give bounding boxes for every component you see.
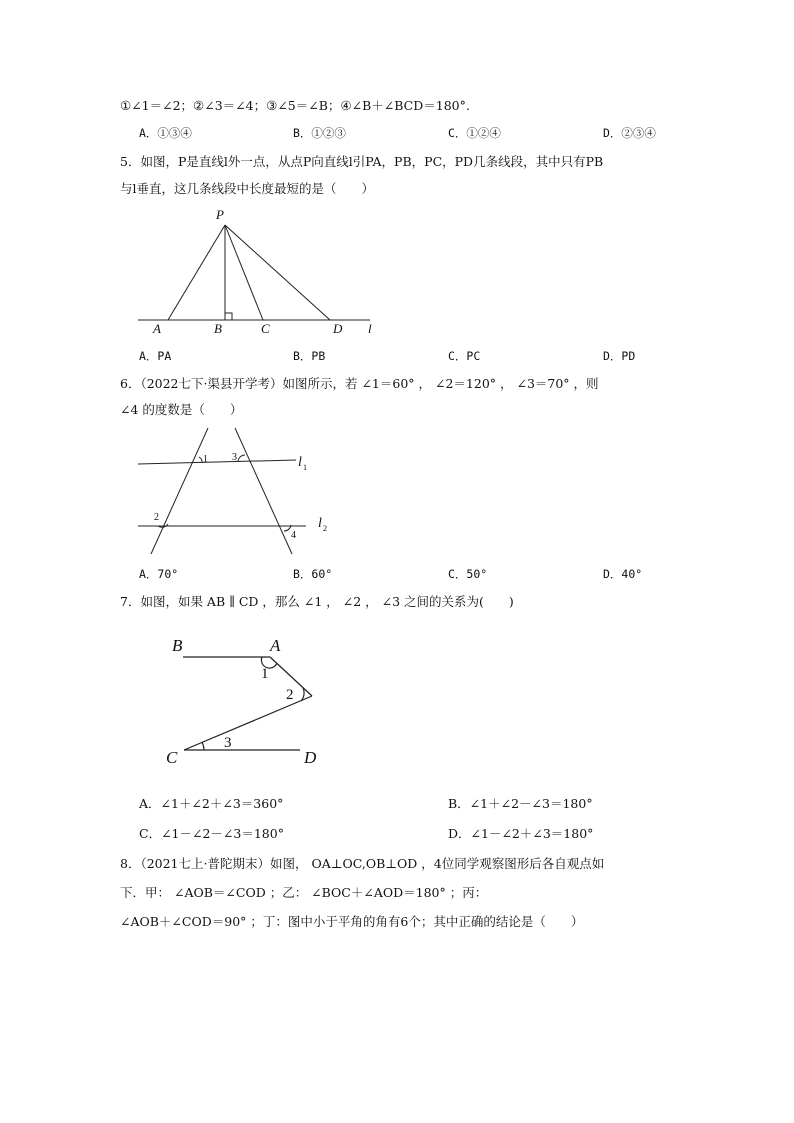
q5-option-d[interactable]: D．PD: [603, 349, 636, 363]
angle-4-label: 4: [291, 530, 296, 541]
label-p: P: [216, 207, 224, 222]
q6-text-line1: 6．（2022七下·渠县开学考）如图所示，若 ∠1＝60° ， ∠2＝120° ， ∠3＝70° ，则: [120, 376, 599, 391]
angle-1-label: 1: [203, 454, 208, 465]
label-l: l: [368, 321, 372, 336]
line-l1-subscript: 1: [303, 463, 307, 472]
label-a: A: [153, 321, 161, 336]
angle-3-label: 3: [224, 735, 232, 751]
label-a: A: [270, 636, 281, 655]
label-b: B: [214, 321, 222, 336]
label-c: C: [166, 748, 178, 767]
q5-text-line1: 5．如图，P是直线l外一点，从点P向直线l引PA，PB，PC，PD几条线段，其中只有PB: [120, 154, 604, 169]
line-l1-label: l: [298, 455, 302, 470]
q4-conditions: ①∠1＝∠2；②∠3＝∠4；③∠5＝∠B；④∠B＋∠BCD＝180°.: [120, 98, 470, 113]
q5-option-a[interactable]: A．PA: [139, 349, 172, 363]
q7-option-b[interactable]: B．∠1＋∠2－∠3＝180°: [448, 796, 593, 811]
label-d: D: [333, 321, 343, 336]
q7-option-a[interactable]: A．∠1＋∠2＋∠3＝360°: [139, 796, 284, 811]
q6-option-a[interactable]: A．70°: [139, 567, 179, 581]
q6-option-b[interactable]: B．60°: [293, 567, 333, 581]
angle-2-label: 2: [286, 687, 294, 703]
line-l2-subscript: 2: [323, 524, 327, 533]
q7-option-d[interactable]: D．∠1－∠2＋∠3＝180°: [448, 826, 594, 841]
q6-text-line2: ∠4 的度数是（ ）: [120, 402, 243, 417]
q4-option-b[interactable]: B．①②③: [293, 126, 346, 140]
q8-text-line3: ∠AOB＋∠COD＝90° ；丁：图中小于平角的角有6个；其中正确的结论是（ ）: [120, 914, 584, 929]
q7-option-c[interactable]: C．∠1－∠2－∠3＝180°: [139, 826, 284, 841]
label-b: B: [172, 636, 183, 655]
label-d: D: [304, 748, 317, 767]
label-c: C: [261, 321, 270, 336]
q7-text-line1: 7．如图，如果 AB ∥ CD ，那么 ∠1 ， ∠2 ， ∠3 之间的关系为( ): [120, 594, 514, 609]
q5-option-c[interactable]: C．PC: [448, 349, 481, 363]
q6-option-d[interactable]: D．40°: [603, 567, 643, 581]
q8-text-line2: 下．甲： ∠AOB＝∠COD ；乙： ∠BOC＋∠AOD＝180° ；丙：: [120, 885, 488, 900]
angle-2-label: 2: [154, 512, 159, 523]
angle-1-label: 1: [261, 666, 269, 682]
q4-option-c[interactable]: C．①②④: [448, 126, 501, 140]
q8-text-line1: 8．（2021七上·普陀期末）如图， OA⊥OC,OB⊥OD ，4位同学观察图形后各自观点如: [120, 856, 605, 871]
q4-option-a[interactable]: A．①③④: [139, 126, 192, 140]
angle-3-label: 3: [232, 452, 237, 463]
q5-text-line2: 与l垂直，这几条线段中长度最短的是（ ）: [120, 181, 374, 196]
line-l2-label: l: [318, 516, 322, 531]
q6-option-c[interactable]: C．50°: [448, 567, 488, 581]
q4-option-d[interactable]: D．②③④: [603, 126, 656, 140]
q5-option-b[interactable]: B．PB: [293, 349, 326, 363]
